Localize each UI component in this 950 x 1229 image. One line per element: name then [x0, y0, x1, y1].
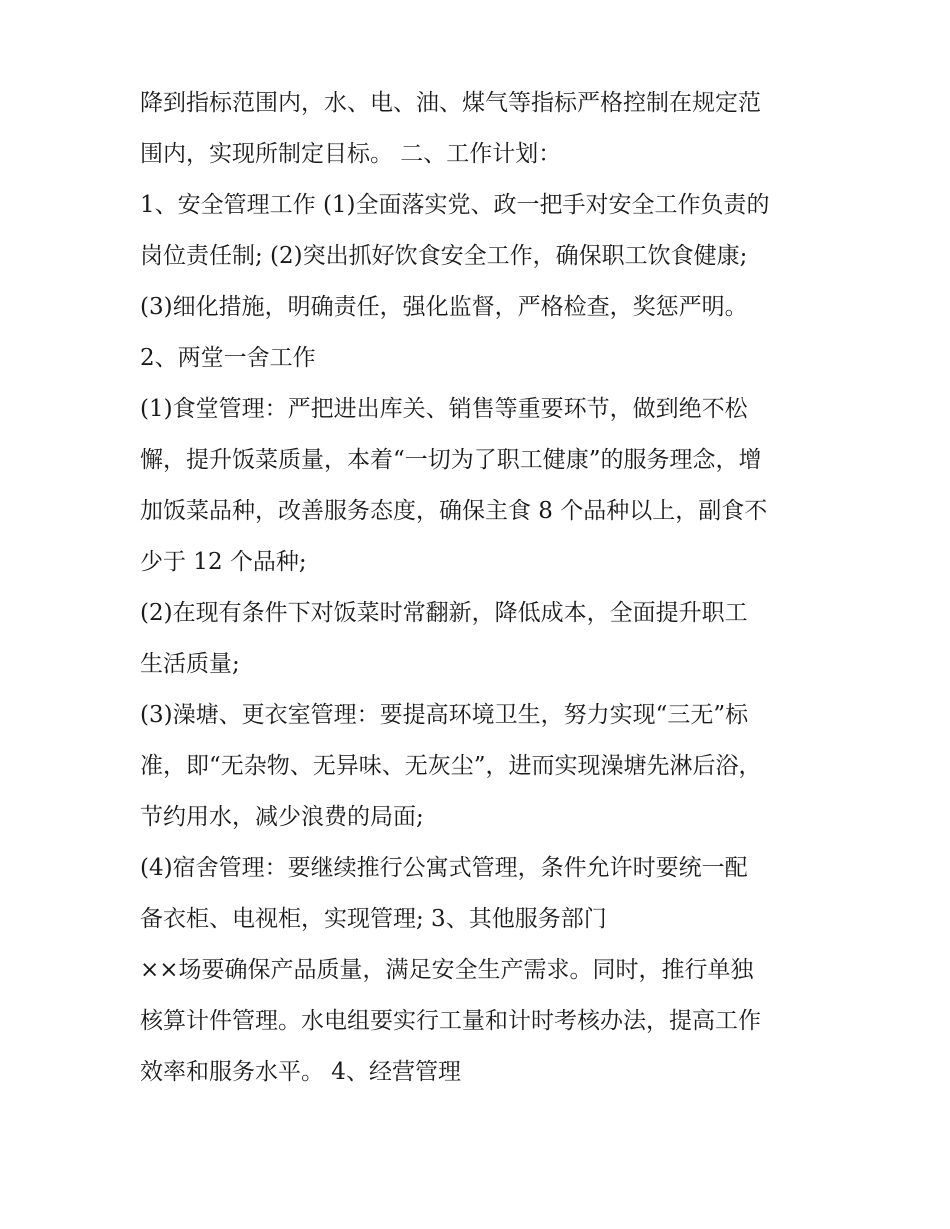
text-line: 准，即“无杂物、无异味、无灰尘”，进而实现澡塘先淋后浴，	[140, 753, 762, 779]
text-line: 少于 12 个品种;	[140, 549, 307, 575]
body-text	[140, 78, 820, 1098]
text-line: (3)澡塘、更衣室管理：要提高环境卫生，努力实现“三无”标	[140, 702, 749, 728]
text-line: ××场要确保产品质量，满足安全生产需求。同时，推行单独	[140, 957, 754, 983]
text-line: 围内，实现所制定目标。 二、工作计划：	[140, 141, 562, 167]
text-line: (3)细化措施，明确责任，强化监督，严格检查，奖惩严明。	[140, 294, 748, 320]
text-line: (1)食堂管理：严把进出库关、销售等重要环节，做到绝不松	[140, 396, 748, 422]
text-line: (2)在现有条件下对饭菜时常翻新，降低成本，全面提升职工	[140, 600, 748, 626]
text-line: 加饭菜品种，改善服务态度，确保主食 8 个品种以上，副食不	[140, 498, 768, 524]
text-line: 生活质量;	[140, 651, 240, 677]
text-line: 2、两堂一舍工作	[140, 345, 316, 371]
text-line: 岗位责任制; (2)突出抓好饮食安全工作，确保职工饮食健康;	[140, 243, 748, 269]
text-line: 效率和服务水平。 4、经营管理	[140, 1059, 461, 1085]
text-line: 节约用水，减少浪费的局面;	[140, 804, 424, 830]
text-line: 懈，提升饭菜质量，本着“一切为了职工健康”的服务理念，增	[140, 447, 762, 473]
text-line: 1、安全管理工作 (1)全面落实党、政一把手对安全工作负责的	[140, 192, 770, 218]
text-line: (4)宿舍管理：要继续推行公寓式管理，条件允许时要统一配	[140, 855, 748, 881]
text-line: 备衣柜、电视柜，实现管理; 3、其他服务部门	[140, 906, 607, 932]
text-line: 核算计件管理。水电组要实行工量和计时考核办法，提高工作	[140, 1008, 761, 1034]
text-line: 降到指标范围内，水、电、油、煤气等指标严格控制在规定范	[140, 90, 761, 116]
